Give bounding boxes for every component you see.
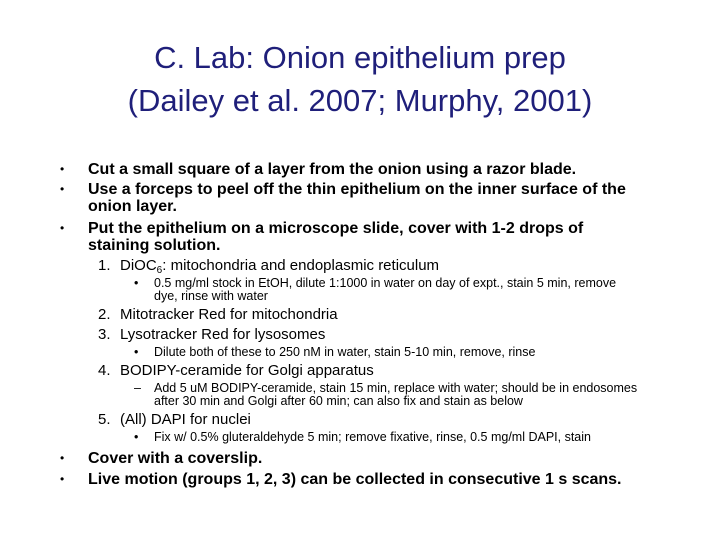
stain-detail-text: 0.5 mg/ml stock in EtOH, dilute 1:1000 in water on day of expt., stain 5 min, remove dye, rinse with water	[154, 276, 617, 303]
stain-label: (All) DAPI for nuclei	[120, 411, 251, 428]
stain-detail-text: Dilute both of these to 250 nM in water, stain 5-10 min, remove, rinse	[154, 345, 536, 359]
slide-title	[40, 36, 680, 122]
stain-label-post: : mitochondria and endoplasmic reticulum	[162, 257, 440, 274]
bullet-text: Use a forceps to peel off the thin epithelium on the inner surface of the onion layer.	[88, 181, 626, 215]
bullet-marker: •	[134, 430, 139, 444]
bullet-marker: •	[60, 162, 65, 176]
stain-number: 2.	[98, 306, 111, 323]
dash-marker: –	[134, 381, 141, 395]
title-line-1: C. Lab: Onion epithelium prep	[154, 40, 566, 75]
stain-number: 4.	[98, 362, 111, 379]
stain-detail-text: Add 5 uM BODIPY-ceramide, stain 15 min, replace with water; should be in endosomes after 30 min and Golgi after 60 min; can also fix and stain as below	[154, 381, 638, 408]
bullet-text: Live motion (groups 1, 2, 3) can be collected in consecutive 1 s scans.	[88, 471, 622, 488]
bullet-marker: •	[60, 221, 65, 235]
bullet-marker: •	[60, 451, 65, 465]
bullet-text: Cover with a coverslip.	[88, 450, 263, 467]
stain-number: 3.	[98, 326, 111, 343]
stain-detail-text: Fix w/ 0.5% gluteraldehyde 5 min; remove fixative, rinse, 0.5 mg/ml DAPI, stain	[154, 430, 591, 444]
stain-label: Lysotracker Red for lysosomes	[120, 326, 326, 343]
stain-label-subscript: 6	[156, 265, 163, 276]
bullet-text: Put the epithelium on a microscope slide, cover with 1-2 drops of staining solution.	[88, 220, 584, 254]
bullet-marker: •	[134, 345, 139, 359]
stain-label: BODIPY-ceramide for Golgi apparatus	[120, 362, 374, 379]
stain-label: Mitotracker Red for mitochondria	[120, 306, 338, 323]
bullet-marker: •	[60, 472, 65, 486]
title-line-2: (Dailey et al. 2007; Murphy, 2001)	[127, 83, 593, 118]
stain-label	[120, 257, 439, 275]
stain-number: 5.	[98, 411, 111, 428]
bullet-text: Cut a small square of a layer from the onion using a razor blade.	[88, 161, 577, 178]
stain-label-pre: DiOC	[120, 257, 157, 274]
bullet-marker: •	[134, 276, 139, 290]
stain-number: 1.	[98, 257, 111, 274]
bullet-marker: •	[60, 182, 65, 196]
